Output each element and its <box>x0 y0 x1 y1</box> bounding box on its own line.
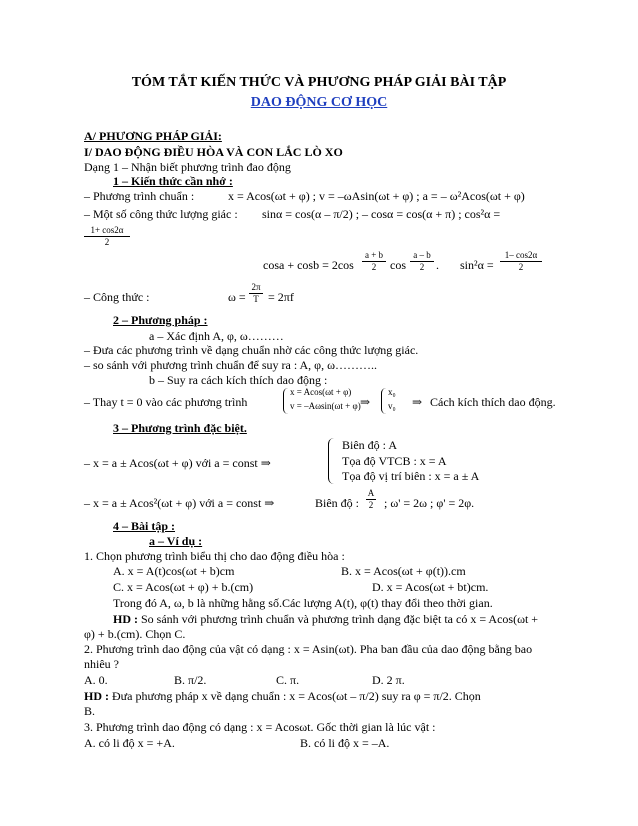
question-1-option-c: C. x = Acos(ωt + φ) + b.(cm) <box>113 580 254 594</box>
question-2-option-d: D. 2 π. <box>372 673 405 687</box>
method-heading: 2 – Phương pháp : <box>113 313 208 327</box>
special-eq-1-boundary: Tọa độ vị trí biên : x = a ± A <box>342 469 480 483</box>
omega-fraction <box>249 282 263 305</box>
question-1-option-b: B. x = Acos(ωt + φ(t)).cm <box>341 564 466 578</box>
sin-square-fraction <box>500 250 542 273</box>
special-eq-2: – x = a ± Acos²(ωt + φ) với a = const ⇒ <box>84 496 275 510</box>
omega-frac-den: T <box>253 294 259 304</box>
special-eq-2-amplitude: Biên độ : <box>315 496 359 510</box>
special-eq-2-frac-den: 2 <box>368 500 374 510</box>
special-eq-1-vtcb: Tọa độ VTCB : x = A <box>342 454 447 468</box>
system-2-line-1: x₀ <box>388 387 396 397</box>
std-eq: x = Acos(ωt + φ) ; v = –ωAsin(ωt + φ) ; a = – ω²Acos(ωt + φ) <box>228 189 525 203</box>
trig-fraction <box>84 225 130 248</box>
section-a-heading: A/ PHƯƠNG PHÁP GIẢI: <box>84 129 222 143</box>
formula-label: – Công thức : <box>84 290 150 304</box>
question-3: 3. Phương trình dao động có dạng : x = Acosωt. Gốc thời gian là lúc vật : <box>84 720 436 734</box>
system-1-line-2: v = –Aωsin(ωt + φ) <box>290 401 361 411</box>
method-b: b – Suy ra cách kích thích dao động : <box>149 373 328 387</box>
special-eq-heading: 3 – Phương trình đặc biệt. <box>113 421 247 435</box>
sum-frac-1-den: 2 <box>371 262 377 272</box>
sum-cos: cos <box>390 258 406 272</box>
hint-1-text-cont: φ) + b.(cm). Chọn C. <box>84 627 186 641</box>
sum-frac-1 <box>362 250 386 273</box>
question-3-option-a: A. có li độ x = +A. <box>84 736 175 750</box>
hint-2-text: Đưa phương pháp x về dạng chuẩn : x = Acos(ωt – π/2) suy ra φ = π/2. Chọn <box>112 689 481 703</box>
trig-frac-num: 1+ cos2α <box>84 225 130 237</box>
hint-2-label: HD : <box>84 689 109 703</box>
sum-frac-2 <box>410 250 434 273</box>
sin-frac-den: 2 <box>518 262 524 272</box>
knowledge-heading: 1 – Kiến thức cần nhớ : <box>113 174 233 188</box>
example-heading: a – Ví dụ : <box>149 534 203 548</box>
hint-1-text: So sánh với phương trình chuẩn và phương trình dạng đặc biệt ta có x = Acos(ωt + <box>141 612 539 626</box>
exercise-heading: 4 – Bài tập : <box>113 519 176 533</box>
sin-frac-num: 1– cos2α <box>500 250 542 262</box>
sum-formula-prefix: cosa + cosb = 2cos <box>263 258 354 272</box>
doc-title: TÓM TẮT KIẾN THỨC VÀ PHƯƠNG PHÁP GIẢI BÀI TẬP <box>131 75 507 90</box>
question-1-option-a: A. x = A(t)cos(ωt + b)cm <box>113 564 235 578</box>
special-eq-2-fraction <box>366 488 376 511</box>
special-eq-1-brace <box>328 438 334 484</box>
trig-eq: sinα = cos(α – π/2) ; – cosα = cos(α + π) ; cos²α = <box>262 207 501 221</box>
special-eq-1: – x = a ± Acos(ωt + φ) với a = const ⇒ <box>84 456 271 470</box>
sum-frac-2-num: a – b <box>410 250 434 262</box>
std-eq-label: – Phương trình chuẩn : <box>84 189 195 203</box>
system-1-brace <box>283 388 288 414</box>
special-eq-2-relations: ; ω' = 2ω ; φ' = 2φ. <box>384 496 475 510</box>
section-i-heading: I/ DAO ĐỘNG ĐIỀU HÒA VÀ CON LẮC LÒ XO <box>84 145 343 159</box>
sum-frac-1-num: a + b <box>362 250 386 262</box>
method-step-1: – Đưa các phương trình về dạng chuẩn nhờ các công thức lượng giác. <box>84 343 419 357</box>
hint-1-label: HD : <box>113 612 138 626</box>
question-2-option-b: B. π/2. <box>174 673 207 687</box>
question-2-option-c: C. π. <box>276 673 300 687</box>
omega-prefix: ω = <box>228 290 246 304</box>
sin-square-prefix: sin²α = <box>460 258 494 272</box>
question-2-option-a: A. 0. <box>84 673 108 687</box>
question-3-option-b: B. có li độ x = –A. <box>300 736 390 750</box>
trig-frac-den: 2 <box>104 237 110 247</box>
excitation-method: Cách kích thích dao động. <box>430 395 556 409</box>
system-1-line-1: x = Acos(ωt + φ) <box>290 387 352 397</box>
system-2-brace <box>381 388 386 414</box>
hint-2-text-cont: B. <box>84 704 96 718</box>
substitute-label: – Thay t = 0 vào các phương trình <box>84 395 248 409</box>
question-1-option-d: D. x = Acos(ωt + bt)cm. <box>372 580 489 594</box>
implies-arrow-2: ⇒ <box>412 395 423 409</box>
implies-arrow-1: ⇒ <box>360 395 371 409</box>
question-2: 2. Phương trình dao động của vật có dạng : x = Asin(ωt). Pha ban đầu của dao động bằng bao <box>84 642 533 656</box>
special-eq-1-amplitude: Biên độ : A <box>342 438 398 452</box>
question-2-cont: nhiêu ? <box>84 657 119 671</box>
method-step-2: – so sánh với phương trình chuẩn để suy ra : A, φ, ω……….. <box>84 358 377 372</box>
special-eq-2-frac-num: A <box>367 488 375 498</box>
omega-post: = 2πf <box>268 290 294 304</box>
question-1: 1. Chọn phương trình biểu thị cho dao động điều hòa : <box>84 549 345 563</box>
sum-frac-2-den: 2 <box>419 262 425 272</box>
sum-dot: . <box>436 258 439 272</box>
question-1-note: Trong đó A, ω, b là những hằng số.Các lượng A(t), φ(t) thay đổi theo thời gian. <box>113 596 493 610</box>
trig-label: – Một số công thức lượng giác : <box>84 207 238 221</box>
doc-subtitle-link[interactable]: DAO ĐỘNG CƠ HỌC <box>250 95 388 110</box>
system-2-line-2: v₀ <box>388 401 396 411</box>
method-a: a – Xác định A, φ, ω……… <box>149 329 284 343</box>
dang1-heading: Dạng 1 – Nhận biết phương trình đao động <box>84 160 291 174</box>
omega-frac-num: 2π <box>249 282 263 294</box>
